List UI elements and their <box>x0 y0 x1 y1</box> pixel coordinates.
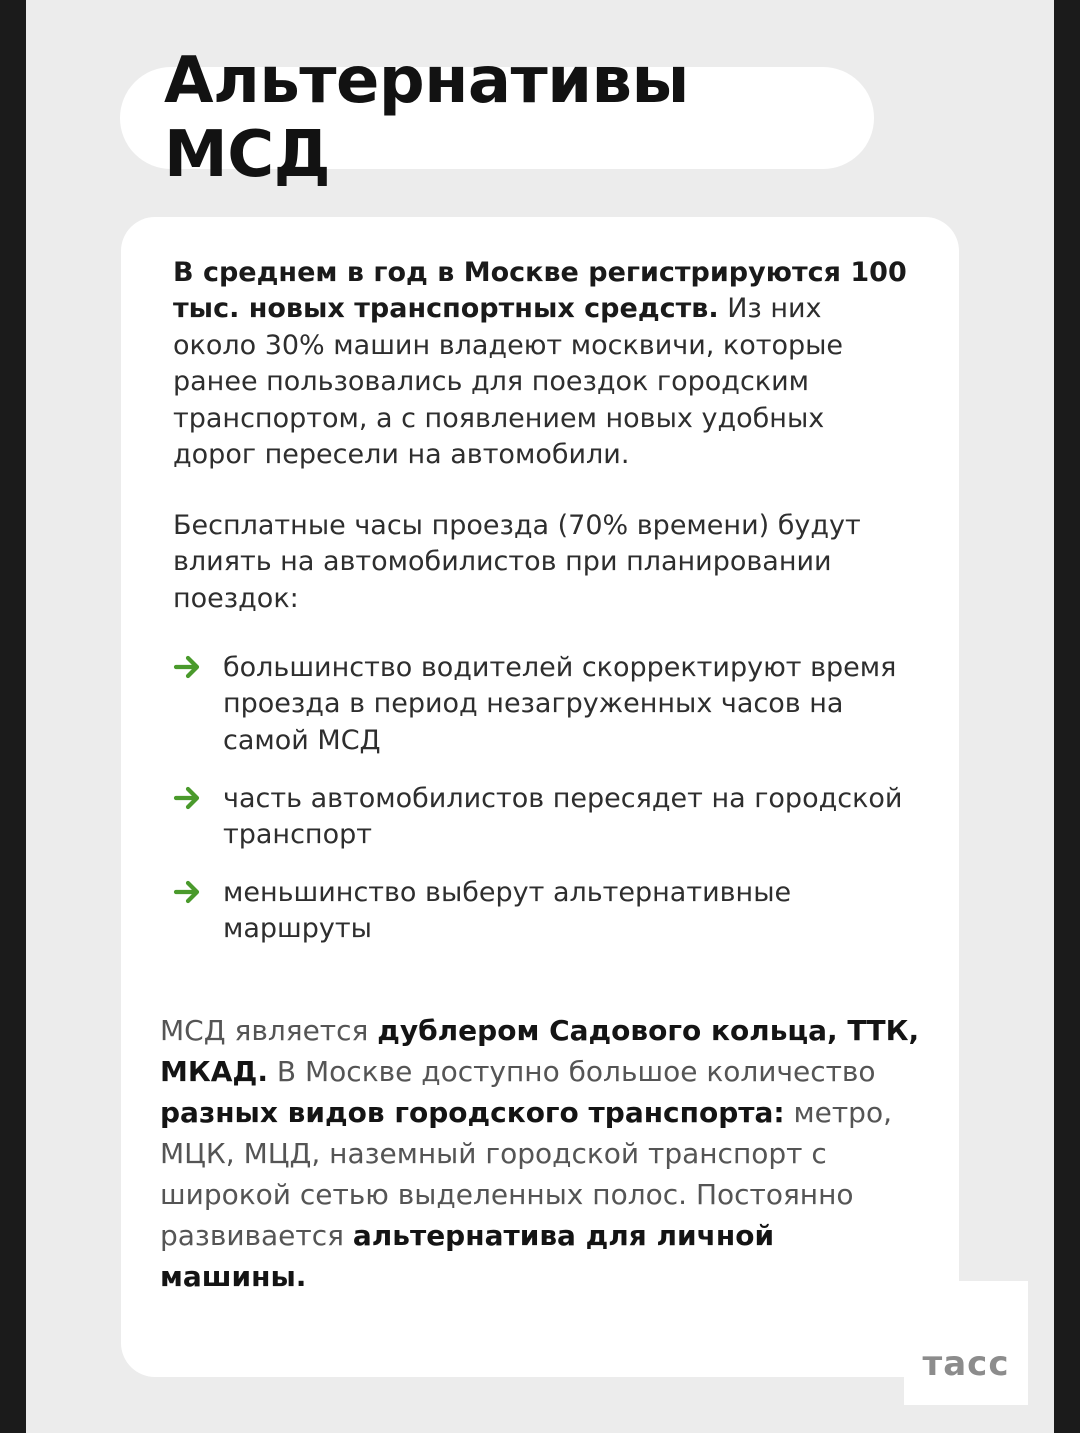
alt-bold-2: разных видов городского транспорта: <box>160 1096 785 1129</box>
bullet-text: часть автомобилистов пересядет на городской транспорт <box>223 783 903 851</box>
arrow-right-icon <box>173 783 203 813</box>
alt-bold-1: дублером Садового кольца, ТТК, МКАД. <box>160 1014 920 1088</box>
alt-text-1: МСД является <box>160 1014 378 1047</box>
arrow-right-icon <box>173 877 203 907</box>
tass-logo <box>904 1281 1028 1405</box>
intro-regular-text: Из них около 30% машин владеют москвичи, которые ранее пользовались для поездок городским транспортом, а с появлением новых удобных дорог пересели на автомобили. <box>173 293 844 471</box>
free-hours-paragraph: Бесплатные часы проезда (70% времени) будут влиять на автомобилистов при планировании поездок: <box>173 510 861 614</box>
alt-text-3: метро, МЦК, МЦД, наземный городской транспорт с широкой сетью выделенных полос. Постоянно развивается <box>160 1096 892 1252</box>
arrow-right-icon <box>173 652 203 682</box>
bullet-text: меньшинство выберут альтернативные маршруты <box>223 877 792 945</box>
intro-bold-text: В среднем в год в Москве регистрируются 100 тыс. новых транспортных средств. <box>173 257 907 325</box>
intro-paragraph <box>173 255 913 473</box>
bullet-text: большинство водителей скорректируют время проезда в период незагруженных часов на самой МСД <box>223 652 897 756</box>
tass-logo-text: тасс <box>922 1344 1010 1384</box>
alt-bold-3: альтернатива для личной машины. <box>160 1219 775 1293</box>
title-pill <box>120 44 874 192</box>
page-title: Альтернативы МСД <box>164 44 689 192</box>
alternatives-paragraph <box>160 1010 920 1297</box>
alt-text-2: В Москве доступно большое количество <box>268 1055 876 1088</box>
